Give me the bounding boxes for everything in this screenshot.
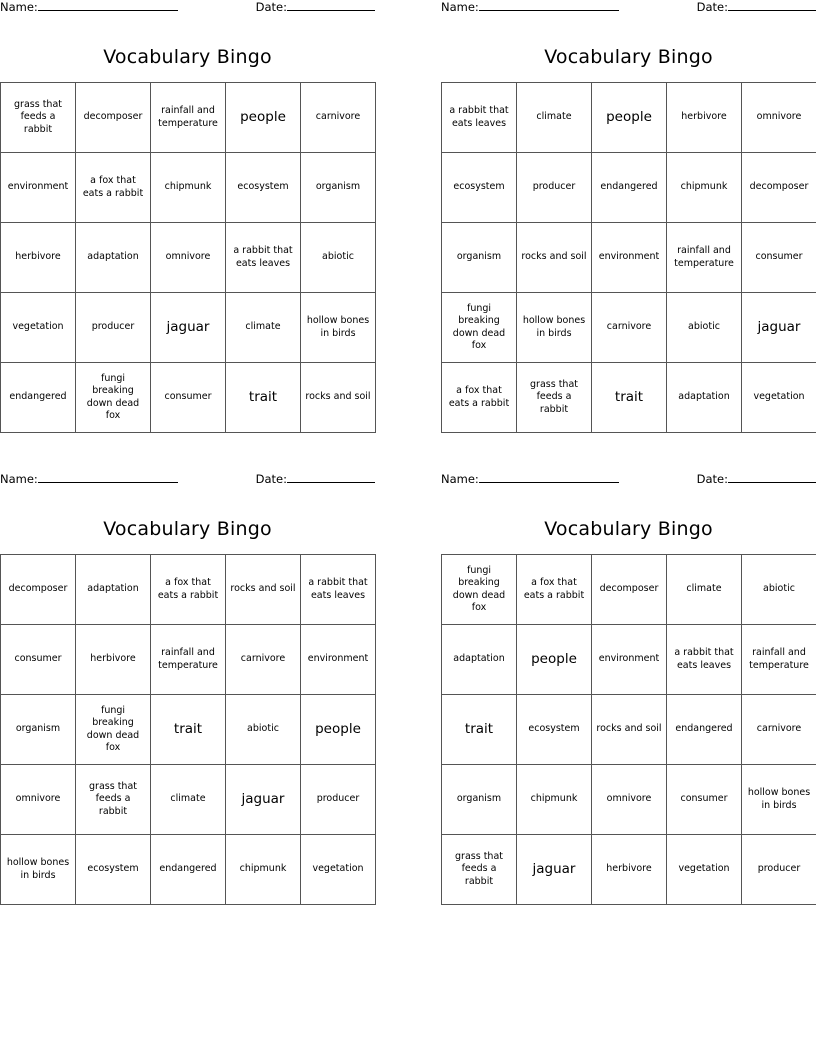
table-row [1,835,376,905]
table-row [1,765,376,835]
bingo-cell[interactable]: rocks and soil [301,363,376,433]
bingo-cell[interactable]: consumer [667,765,742,835]
bingo-cell[interactable]: endangered [667,695,742,765]
bingo-cell[interactable]: vegetation [301,835,376,905]
bingo-cell[interactable]: climate [667,555,742,625]
bingo-cell[interactable]: rainfall and temperature [151,83,226,153]
table-row [442,695,816,765]
bingo-cell[interactable]: rocks and soil [517,223,592,293]
bingo-cell[interactable]: adaptation [442,625,517,695]
bingo-cell[interactable]: carnivore [226,625,301,695]
bingo-card-bottom-left [0,472,375,905]
table-row [1,695,376,765]
bingo-cell[interactable]: climate [517,83,592,153]
page-title: Vocabulary Bingo [544,518,713,540]
bingo-cell[interactable]: producer [301,765,376,835]
bingo-card-bottom-right [441,472,816,905]
bingo-cell[interactable]: grass that feeds a rabbit [517,363,592,433]
bingo-cell[interactable]: organism [1,695,76,765]
bingo-cell[interactable]: a rabbit that eats leaves [226,223,301,293]
bingo-cell[interactable]: fungi breaking down dead fox [76,363,151,433]
date-write-line[interactable] [287,472,375,483]
name-write-line[interactable] [38,0,178,11]
table-row [442,625,816,695]
bingo-cell[interactable]: abiotic [301,223,376,293]
bingo-cell[interactable]: fungi breaking down dead fox [442,293,517,363]
name-date-row [441,0,816,18]
bingo-cell[interactable]: organism [442,765,517,835]
bingo-cell[interactable]: environment [1,153,76,223]
date-label: Date: [696,0,728,14]
bingo-cell[interactable]: abiotic [742,555,816,625]
bingo-cell[interactable]: endangered [151,835,226,905]
name-write-line[interactable] [38,472,178,483]
bingo-cell[interactable]: hollow bones in birds [742,765,816,835]
bingo-cell[interactable]: producer [742,835,816,905]
bingo-cell[interactable]: decomposer [592,555,667,625]
date-write-line[interactable] [728,0,816,11]
table-row [442,835,816,905]
bingo-cell[interactable]: trait [442,695,517,765]
bingo-cell[interactable]: herbivore [592,835,667,905]
date-label: Date: [255,472,287,486]
bingo-cell[interactable]: vegetation [1,293,76,363]
bingo-cell[interactable]: rainfall and temperature [742,625,816,695]
bingo-cell[interactable]: a rabbit that eats leaves [667,625,742,695]
name-date-row [0,472,375,490]
page-title: Vocabulary Bingo [103,518,272,540]
name-write-line[interactable] [479,0,619,11]
bingo-cell[interactable]: rocks and soil [226,555,301,625]
table-row [1,555,376,625]
table-row [1,293,376,363]
bingo-cell[interactable]: organism [301,153,376,223]
table-row [442,555,816,625]
name-date-row [0,0,375,18]
bingo-cell[interactable]: abiotic [226,695,301,765]
bingo-cell[interactable]: climate [151,765,226,835]
bingo-cell[interactable]: hollow bones in birds [1,835,76,905]
bingo-cell[interactable]: people [517,625,592,695]
bingo-cell[interactable]: a fox that eats a rabbit [151,555,226,625]
bingo-cell[interactable]: rocks and soil [592,695,667,765]
bingo-cell[interactable]: grass that feeds a rabbit [1,83,76,153]
table-row [1,625,376,695]
bingo-cell[interactable]: chipmunk [667,153,742,223]
bingo-cell[interactable]: rainfall and temperature [151,625,226,695]
table-row [442,153,816,223]
bingo-cell[interactable]: climate [226,293,301,363]
name-write-line[interactable] [479,472,619,483]
date-label: Date: [696,472,728,486]
bingo-cell[interactable]: vegetation [742,363,816,433]
table-row [1,83,376,153]
bingo-cell[interactable]: herbivore [667,83,742,153]
table-row [1,223,376,293]
bingo-cell[interactable]: a fox that eats a rabbit [76,153,151,223]
bingo-cell[interactable]: environment [301,625,376,695]
bingo-cell[interactable]: people [226,83,301,153]
bingo-cell[interactable]: environment [592,625,667,695]
bingo-cell[interactable]: a fox that eats a rabbit [517,555,592,625]
bingo-card-top-left [0,0,375,433]
bingo-cell[interactable]: fungi breaking down dead fox [76,695,151,765]
bingo-cell[interactable]: ecosystem [442,153,517,223]
bingo-grid [441,82,816,433]
name-label: Name: [441,472,479,486]
bingo-cell[interactable]: chipmunk [226,835,301,905]
table-row [442,83,816,153]
bingo-cell[interactable]: fungi breaking down dead fox [442,555,517,625]
bingo-cell[interactable]: endangered [592,153,667,223]
bingo-cell[interactable]: adaptation [76,555,151,625]
bingo-cell[interactable]: herbivore [1,223,76,293]
bingo-cell[interactable]: trait [151,695,226,765]
bingo-cell[interactable]: carnivore [301,83,376,153]
bingo-cell[interactable]: chipmunk [517,765,592,835]
bingo-cell[interactable]: grass that feeds a rabbit [76,765,151,835]
bingo-cell[interactable]: adaptation [76,223,151,293]
table-row [1,153,376,223]
bingo-cell[interactable]: rainfall and temperature [667,223,742,293]
bingo-cell[interactable]: grass that feeds a rabbit [442,835,517,905]
table-row [442,363,816,433]
bingo-cell[interactable]: ecosystem [76,835,151,905]
bingo-cell[interactable]: omnivore [742,83,816,153]
table-row [442,765,816,835]
bingo-cell[interactable]: vegetation [667,835,742,905]
bingo-cell[interactable]: jaguar [151,293,226,363]
bingo-cell[interactable]: people [301,695,376,765]
name-label: Name: [441,0,479,14]
bingo-grid [0,82,376,433]
table-row [442,223,816,293]
bingo-cell[interactable]: people [592,83,667,153]
date-write-line[interactable] [287,0,375,11]
bingo-cell[interactable]: trait [226,363,301,433]
table-row [1,363,376,433]
bingo-grid [0,554,376,905]
bingo-cell[interactable]: carnivore [592,293,667,363]
name-label: Name: [0,472,38,486]
bingo-cell[interactable]: adaptation [667,363,742,433]
bingo-cell[interactable]: consumer [742,223,816,293]
bingo-cell[interactable]: ecosystem [226,153,301,223]
bingo-cell[interactable]: producer [76,293,151,363]
page-title: Vocabulary Bingo [103,46,272,68]
bingo-cell[interactable]: environment [592,223,667,293]
bingo-cell[interactable]: trait [592,363,667,433]
bingo-grid [441,554,816,905]
table-row [442,293,816,363]
bingo-cell[interactable]: hollow bones in birds [301,293,376,363]
bingo-cell[interactable]: herbivore [76,625,151,695]
bingo-cell[interactable]: jaguar [742,293,816,363]
page-title: Vocabulary Bingo [544,46,713,68]
bingo-card-top-right [441,0,816,433]
bingo-cell[interactable]: decomposer [76,83,151,153]
bingo-cell[interactable]: a rabbit that eats leaves [442,83,517,153]
bingo-cell[interactable]: carnivore [742,695,816,765]
bingo-cell[interactable]: abiotic [667,293,742,363]
name-date-row [441,472,816,490]
bingo-cell[interactable]: a rabbit that eats leaves [301,555,376,625]
bingo-cell[interactable]: endangered [1,363,76,433]
bingo-cell[interactable]: producer [517,153,592,223]
name-label: Name: [0,0,38,14]
bingo-cell[interactable]: omnivore [1,765,76,835]
bingo-cell[interactable]: hollow bones in birds [517,293,592,363]
date-label: Date: [255,0,287,14]
bingo-cell[interactable]: omnivore [151,223,226,293]
date-write-line[interactable] [728,472,816,483]
bingo-cell[interactable]: jaguar [226,765,301,835]
bingo-cell[interactable]: jaguar [517,835,592,905]
bingo-cell[interactable]: decomposer [1,555,76,625]
bingo-cell[interactable]: consumer [151,363,226,433]
bingo-cell[interactable]: organism [442,223,517,293]
bingo-cell[interactable]: ecosystem [517,695,592,765]
bingo-cell[interactable]: chipmunk [151,153,226,223]
bingo-cell[interactable]: consumer [1,625,76,695]
bingo-cell[interactable]: a fox that eats a rabbit [442,363,517,433]
bingo-cell[interactable]: omnivore [592,765,667,835]
bingo-cell[interactable]: decomposer [742,153,816,223]
